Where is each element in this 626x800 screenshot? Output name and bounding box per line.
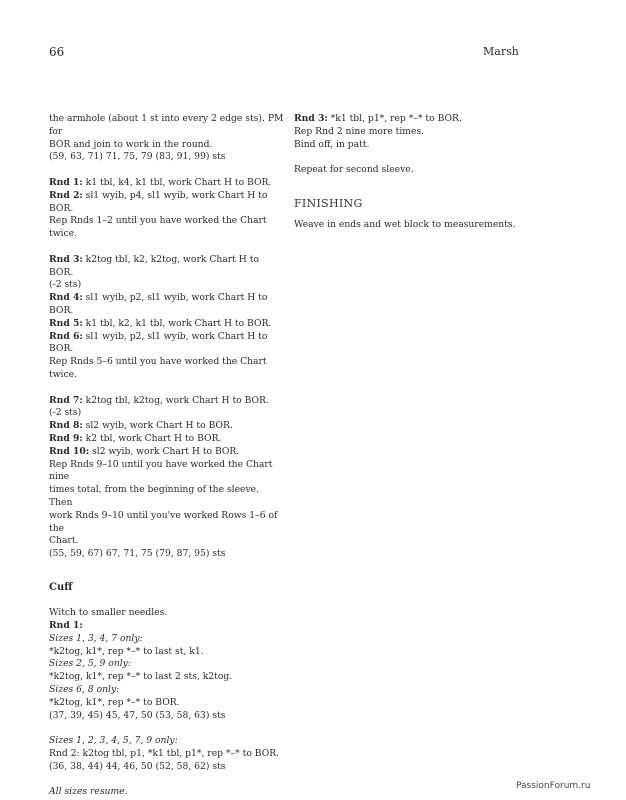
- round-label: Rnd 6:: [49, 330, 83, 342]
- text-line: Witch to smaller needles.: [49, 607, 168, 619]
- sizes-label: Sizes 1, 3, 4, 7 only:: [49, 632, 143, 644]
- instruction-line: [49, 190, 285, 216]
- round-text: k2tog tbl, k2tog, work Chart H to BOR.: [82, 394, 269, 406]
- text-line: Rnd 3: *k1 tbl, p1*, rep *–* to BOR.: [294, 113, 462, 124]
- instruction-block: [49, 395, 285, 561]
- sizes-label: Sizes 6, 8 only:: [49, 684, 120, 696]
- round-label: Rnd 7:: [49, 394, 83, 406]
- text-line: Bind off, in patt.: [294, 138, 370, 150]
- round-text: Rep Rnds 1–2 until you have worked the Chart twice.: [49, 215, 267, 240]
- round-label: Rnd 4:: [49, 292, 83, 304]
- sizes-label: Sizes 1, 2, 3, 4, 5, 7, 9 only:: [49, 735, 178, 747]
- instruction-line: [49, 535, 285, 548]
- round-text: sl1 wyib, p2, sl1 wyib, work Chart H to BOR.: [49, 292, 268, 316]
- text-line: Weave in ends and wet block to measurements.: [294, 218, 516, 230]
- sizes-label: Sizes 2, 5, 9 only:: [49, 658, 131, 670]
- text-line: (59, 63, 71) 71, 75, 79 (83, 91, 99) sts: [49, 151, 226, 163]
- instruction-block: [49, 177, 285, 241]
- round-label: Rnd 5:: [49, 317, 83, 329]
- round-text: k2tog tbl, k2, k2tog, work Chart H to BOR.: [49, 253, 259, 278]
- left-column: [49, 113, 285, 799]
- round-text: times total, from the beginning of the sleeve. Then: [49, 484, 260, 508]
- instruction-line: [49, 279, 285, 292]
- resume-note: All sizes resume.: [49, 786, 128, 798]
- instruction-line: [49, 356, 285, 382]
- instruction-line: [49, 420, 285, 433]
- instruction-line: [49, 215, 285, 241]
- round-label: Rnd 10:: [49, 445, 90, 457]
- finishing-heading: FINISHING: [294, 196, 363, 210]
- stitch-count: (36, 38, 44) 44, 46, 50 (52, 58, 62) sts: [49, 760, 226, 772]
- text-line: Rnd 1:: [49, 620, 83, 632]
- round-text: (-2 sts): [49, 279, 82, 291]
- instruction-line: [49, 484, 285, 510]
- round-label: Rnd 8:: [49, 420, 83, 432]
- instruction-block: [49, 254, 285, 382]
- round-text: (55, 59, 67) 67, 71, 75 (79, 87, 95) sts: [49, 548, 226, 560]
- round-text: sl2 wyib, work Chart H to BOR.: [82, 420, 233, 432]
- round-text: work Rnds 9–10 until you've worked Rows 1–6 of the: [49, 509, 278, 534]
- round-text: sl2 wyib, work Chart H to BOR.: [89, 445, 240, 457]
- instruction-line: [49, 331, 285, 357]
- text-line: *k2tog, k1*, rep *–* to BOR.: [49, 696, 180, 708]
- round-text: sl1 wyib, p4, sl1 wyib, work Chart H to BOR.: [49, 189, 268, 214]
- instruction-line: [49, 433, 285, 446]
- instruction-line: [49, 446, 285, 459]
- round-text: Chart.: [49, 535, 79, 547]
- instruction-line: [49, 254, 285, 280]
- stitch-count: (37, 39, 45) 45, 47, 50 (53, 58, 63) sts: [49, 709, 226, 721]
- round-label: Rnd 3:: [49, 253, 83, 265]
- page-number: 66: [49, 45, 65, 59]
- text-line: Rep Rnd 2 nine more times.: [294, 125, 425, 137]
- instruction-line: [49, 407, 285, 420]
- text-line: Repeat for second sleeve.: [294, 164, 414, 176]
- instruction-line: [49, 548, 285, 561]
- instruction-line: [49, 177, 285, 190]
- text-line: the armhole (about 1 st into every 2 edge sts). PM for: [49, 113, 284, 137]
- text-line: BOR and join to work in the round.: [49, 138, 213, 150]
- instruction-line: [49, 292, 285, 318]
- round-text: (-2 sts): [49, 407, 82, 419]
- round-text: k2 tbl, work Chart H to BOR.: [82, 432, 222, 444]
- round-label: Rnd 1:: [49, 176, 83, 188]
- round-label: Rnd 9:: [49, 432, 83, 444]
- running-head: Marsh: [483, 45, 519, 58]
- round-text: k1 tbl, k2, k1 tbl, work Chart H to BOR.: [82, 317, 272, 329]
- right-column: [294, 113, 530, 231]
- watermark: PassionForum.ru: [516, 781, 591, 791]
- text-line: Rnd 2: k2tog tbl, p1, *k1 tbl, p1*, rep *–* to BOR.: [49, 748, 280, 760]
- text-line: *k2tog, k1*, rep *–* to last st, k1.: [49, 645, 204, 657]
- text-line: *k2tog, k1*, rep *–* to last 2 sts, k2tog.: [49, 671, 233, 683]
- round-text: Rep Rnds 5–6 until you have worked the Chart twice.: [49, 356, 267, 380]
- round-text: k1 tbl, k4, k1 tbl, work Chart H to BOR.: [82, 176, 272, 188]
- round-text: Rep Rnds 9–10 until you have worked the Chart nine: [49, 458, 273, 483]
- instruction-line: [49, 395, 285, 408]
- instruction-line: [49, 318, 285, 331]
- round-text: sl1 wyib, p2, sl1 wyib, work Chart H to BOR.: [49, 330, 268, 355]
- instruction-line: [49, 459, 285, 485]
- instruction-line: [49, 510, 285, 536]
- round-label: Rnd 2:: [49, 189, 83, 201]
- cuff-heading: Cuff: [49, 581, 73, 593]
